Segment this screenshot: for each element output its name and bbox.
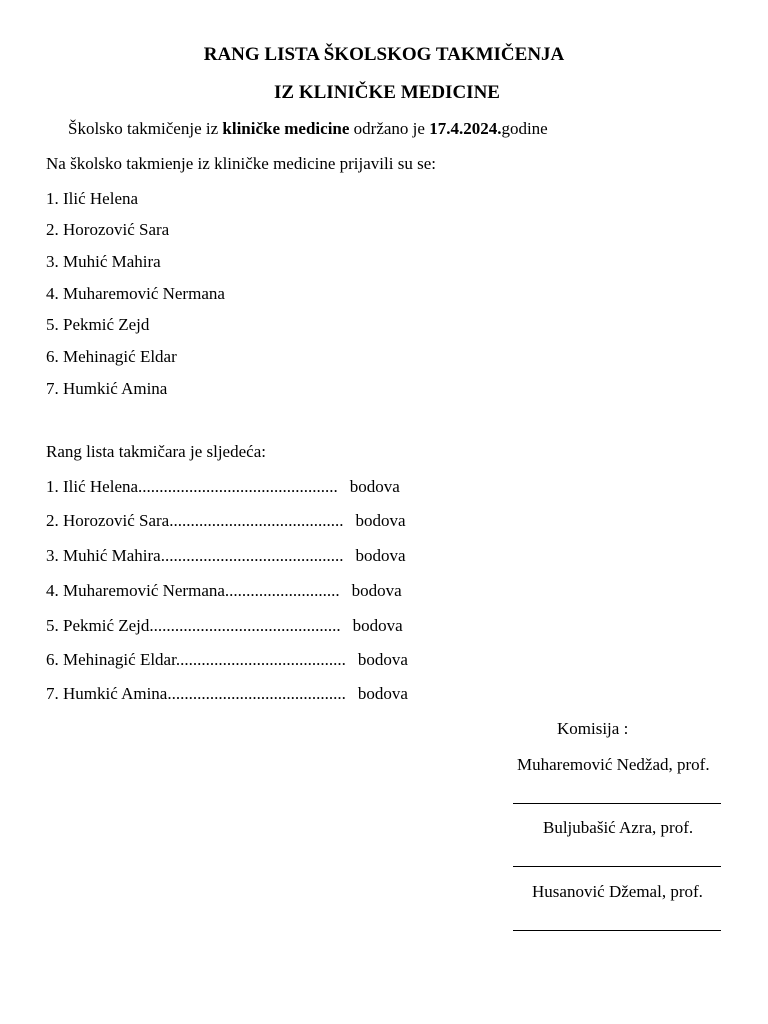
- signature-line: [513, 803, 721, 804]
- registered-item: 5. Pekmić Zejd: [46, 315, 150, 334]
- ranking-dots: ...............................................: [138, 477, 338, 496]
- document-title-line1: RANG LISTA ŠKOLSKOG TAKMIČENJA: [203, 44, 565, 65]
- registered-item: 6. Mehinagić Eldar: [46, 347, 177, 366]
- intro-subject: kliničke medicine: [222, 119, 350, 138]
- intro-prefix: Školsko takmičenje iz: [68, 119, 223, 138]
- ranking-row: [46, 581, 402, 601]
- ranking-row: [46, 511, 406, 531]
- registered-item: 3. Muhić Mahira: [46, 252, 161, 271]
- committee-member: Buljubašić Azra, prof.: [543, 818, 694, 837]
- ranking-row: [46, 477, 400, 497]
- ranking-name: 7. Humkić Amina: [46, 684, 168, 703]
- ranking-dots: ...........................: [224, 581, 340, 600]
- ranking-name: 3. Muhić Mahira: [46, 546, 161, 565]
- ranking-row: [46, 684, 408, 704]
- ranking-row: [46, 650, 408, 670]
- ranking-dots: ..........................................: [167, 684, 346, 703]
- ranking-name: 1. Ilić Helena: [46, 477, 139, 496]
- ranking-dots: ........................................: [175, 650, 346, 669]
- registered-item: 7. Humkić Amina: [46, 379, 168, 398]
- intro-paragraph: [68, 119, 548, 139]
- committee-label: Komisija :: [557, 719, 629, 738]
- ranking-unit: bodova: [355, 511, 406, 530]
- committee-member: Husanović Džemal, prof.: [532, 882, 703, 901]
- ranking-name: 5. Pekmić Zejd: [46, 616, 150, 635]
- ranking-unit: bodova: [357, 684, 408, 703]
- ranking-unit: bodova: [357, 650, 408, 669]
- intro-suffix: godine: [501, 119, 548, 138]
- ranking-dots: .............................................: [149, 616, 341, 635]
- ranking-unit: bodova: [355, 546, 406, 565]
- applied-intro: Na školsko takmienje iz kliničke medicine prijavili su se:: [46, 154, 436, 173]
- signature-line: [513, 866, 721, 867]
- intro-middle: održano je: [349, 119, 430, 138]
- intro-date: 17.4.2024.: [429, 119, 502, 138]
- ranking-name: 4. Muharemović Nermana: [46, 581, 225, 600]
- registered-item: 2. Horozović Sara: [46, 220, 170, 239]
- ranking-dots: .........................................: [169, 511, 344, 530]
- ranking-name: 6. Mehinagić Eldar: [46, 650, 176, 669]
- ranking-row: [46, 616, 403, 636]
- committee-member: Muharemović Nedžad, prof.: [517, 755, 710, 774]
- ranking-name: 2. Horozović Sara: [46, 511, 170, 530]
- ranking-unit: bodova: [352, 616, 403, 635]
- ranking-unit: bodova: [349, 477, 400, 496]
- ranking-row: [46, 546, 406, 566]
- registered-item: 4. Muharemović Nermana: [46, 284, 225, 303]
- registered-item: 1. Ilić Helena: [46, 189, 139, 208]
- ranking-dots: ...........................................: [160, 546, 344, 565]
- signature-line: [513, 930, 721, 931]
- ranking-unit: bodova: [351, 581, 402, 600]
- rank-intro: Rang lista takmičara je sljedeća:: [46, 442, 266, 461]
- document-title-line2: IZ KLINIČKE MEDICINE: [274, 82, 500, 103]
